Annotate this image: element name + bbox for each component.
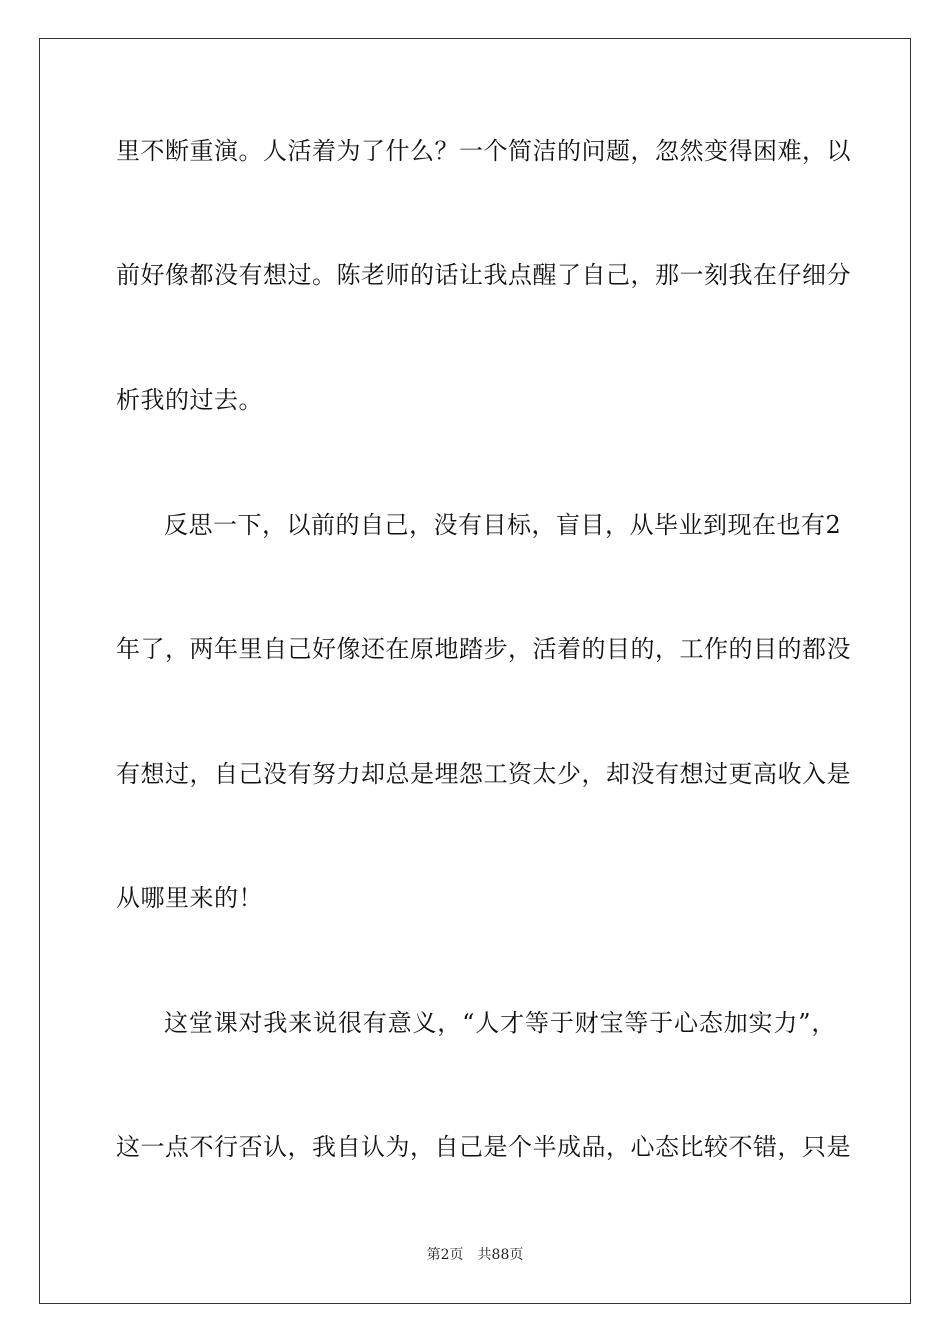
paragraph-line-5: 年 了 ， 两 年 里 自 己 好 像 还 在 原 地 踏 步 ， 活 着 的 目 的 ， 工 作 的 目 的 都 没: [116, 635, 851, 663]
page-border: [39, 38, 911, 1304]
paragraph-line-1: 里 不 断 重 演 。 人 活 着 为 了 什 么 ？ 一 个 简 洁 的 问 题 ， 忽 然 变 得 困 难 ， 以: [116, 137, 851, 165]
paragraph-line-9: 这 一 点 不 行 否 认 ， 我 自 认 为 ， 自 己 是 个 半 成 品 ， 心 态 比 较 不 错 ， 只 是: [116, 1133, 851, 1161]
total-pages: 共88页: [477, 1247, 524, 1263]
page-number: 第2页: [426, 1247, 464, 1263]
paragraph-line-6: 有 想 过 ， 自 己 没 有 努 力 却 总 是 埋 怨 工 资 太 少 ， 却 没 有 想 过 更 高 收 入 是: [116, 760, 851, 788]
paragraph-line-4: 反 思 一 下 ， 以 前 的 自 己 ， 没 有 目 标 ， 盲 目 ， 从 毕 业 到 现 在 也 有 2: [164, 511, 842, 539]
paragraph-line-2: 前 好 像 都 没 有 想 过 。 陈 老 师 的 话 让 我 点 醒 了 自 己 ， 那 一 刻 我 在 仔 细 分: [116, 261, 851, 289]
paragraph-line-7: 从哪里来的！: [116, 884, 263, 912]
paragraph-line-3: 析我的过去。: [116, 386, 263, 414]
paragraph-line-8: 这 堂 课 对 我 来 说 很 有 意 义 ， “ 人 才 等 于 财 宝 等 于 心 态 加 实 力 ” ，: [164, 1009, 836, 1037]
page-footer: [0, 1246, 950, 1264]
